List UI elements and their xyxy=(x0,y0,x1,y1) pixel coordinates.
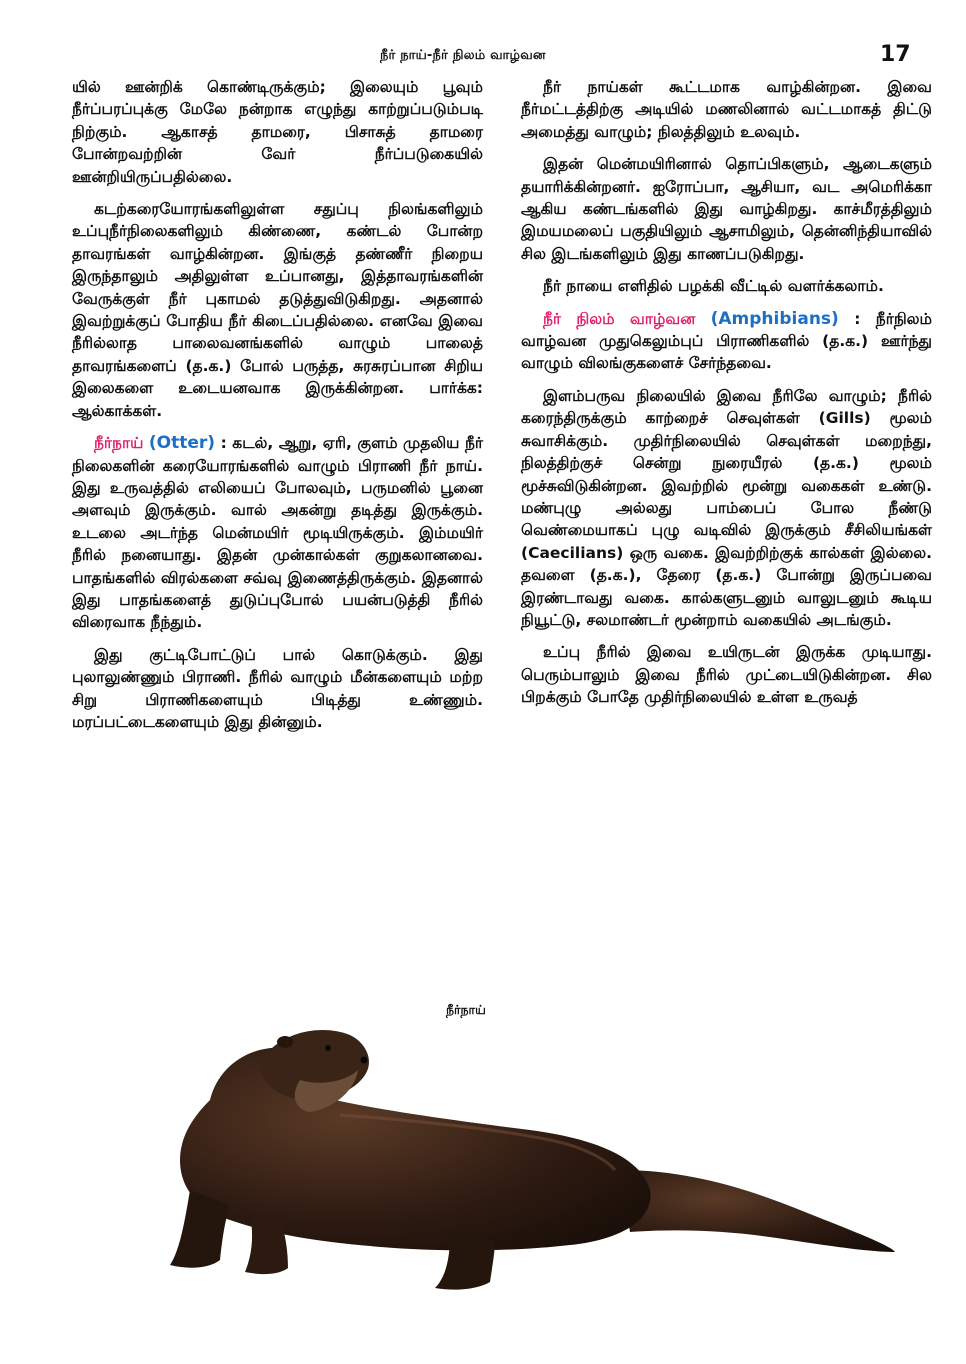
amphibians-body: நீர்நிலம் வாழ்வன முதுகெலும்புப் பிராணிகளில் (த.க.) ஊர்ந்து வாழும் விலங்குகளைச் சேர்ந்தவை. xyxy=(521,309,932,373)
otter-front-leg xyxy=(170,1190,230,1268)
gills-term: (Gills) xyxy=(818,409,871,428)
otter-colon: : xyxy=(215,434,233,453)
amphibians-heading-english: (Amphibians) xyxy=(710,308,839,329)
paragraph: நீர் நாய்கள் கூட்டமாக வாழ்கின்றன. இவை நீர்மட்டத்திற்கு அடியில் மணலினால் வட்டமாகத் திட்டு அமைத்து வாழும்; நிலத்திலும் உலவும். xyxy=(521,78,932,141)
otter-nose xyxy=(361,1057,368,1064)
running-head xyxy=(0,42,966,76)
text-run: மூலம் சுவாசிக்கும். முதிர்நிலையில் செவுள்கள் மறைந்து, நிலத்திற்குச் சென்று நுரையீரல் (த.க.) மூலம் மூச்சுவிடுகின்றன. இவற்றில் மூன்று வகைகள் உண்டு. மண்புழு அல்லது பாம்பைப் போல நீண்டு வெண்மையாகப் புழு வடிவில் இருக்கும் சீசிலியங்கள் xyxy=(521,409,932,540)
page-number: 17 xyxy=(880,42,911,67)
caecilians-term: (Caecilians) xyxy=(521,543,624,562)
otter-entry xyxy=(72,432,483,634)
amphibians-entry xyxy=(521,308,932,375)
right-column xyxy=(521,76,932,992)
text-columns xyxy=(72,76,932,992)
paragraph xyxy=(521,385,932,631)
amphibians-colon: : xyxy=(838,309,876,328)
left-column xyxy=(72,76,483,992)
paragraph: இதன் மென்மயிரினால் தொப்பிகளும், ஆடைகளும் தயாரிக்கின்றனர். ஐரோப்பா, ஆசியா, வட அமெரிக்கா ஆகிய கண்டங்களில் இது வாழ்கிறது. காச்மீரத்திலும் இமயமலைப் பகுதியிலும் ஆசாமிலும், தென்னிந்தியாவில் சில இடங்களிலும் இது காணப்படுகிறது. xyxy=(521,155,932,263)
text-run: ஒரு வகை. இவற்றிற்குக் கால்கள் இல்லை. தவளை (த.க.), தேரை (த.க.) போன்று இருப்பவை இரண்டாவது வகை. கால்களுடனும் வாலுடனும் கூடிய நியூட்டு, சலமாண்டர் மூன்றாம் வகையில் அடங்கும். xyxy=(521,543,932,629)
otter-heading-english: (Otter) xyxy=(148,433,216,454)
paragraph: கடற்கரையோரங்களிலுள்ள சதுப்பு நிலங்களிலும் உப்புநீர்நிலைகளிலும் கிண்ணை, கண்டல் போன்ற தாவரங்கள் வாழ்கின்றன. இங்குத் தண்ணீர் நிறைய இருந்தாலும் அதிலுள்ள உப்பானது, இத்தாவரங்களின் வேருக்குள் நீர் புகாமல் தடுத்துவிடுகிறது. அதனால் இவற்றுக்குப் போதிய நீர் கிடைப்பதில்லை. எனவே இவை நீரில்லாத பாலைவனங்களில் வாழும் பாலைத் தாவரங்களைப் (த.க.) போல் பருத்த, சுரசுரப்பான சிறிய இலைகளை உடையனவாக இருக்கின்றன. பார்க்க: ஆல்காக்கள். xyxy=(72,200,483,420)
otter-eye xyxy=(325,1045,331,1051)
otter-ear xyxy=(277,1036,293,1048)
running-title: நீர் நாய்-நீர் நிலம் வாழ்வன xyxy=(380,48,546,63)
paragraph: நீர் நாயை எளிதில் பழக்கி வீட்டில் வளர்க்கலாம். xyxy=(543,277,884,296)
otter-heading-tamil: நீர்நாய் xyxy=(94,434,144,453)
paragraph: யில் ஊன்றிக் கொண்டிருக்கும்; இலையும் பூவும் நீர்ப்பரப்புக்கு மேலே நன்றாக எழுந்து காற்றுப்படும்படி நிற்கும். ஆகாசத் தாமரை, பிசாசுத் தாமரை போன்றவற்றின் வேர் நீர்ப்படுகையில் ஊன்றியிருப்பதில்லை. xyxy=(72,78,483,186)
otter-tail xyxy=(620,1170,895,1252)
otter-illustration xyxy=(150,1020,910,1320)
amphibians-heading-tamil: நீர் நிலம் வாழ்வன xyxy=(543,309,696,328)
otter-body: கடல், ஆறு, ஏரி, குளம் முதலிய நீர் நிலைகளின் கரையோரங்களில் வாழும் பிராணி நீர் நாய். இது உருவத்தில் எலியைப் போலவும், பருமனில் பூனை அளவும் இருக்கும். வால் அகன்று தடித்து இருக்கும். உடலை அடர்ந்த மென்மயிர் மூடியிருக்கும். இம்மயிர் நீரில் நனையாது. இதன் முன்கால்கள் குறுகலானவை. பாதங்களில் விரல்களை சவ்வு இணைத்திருக்கும். இதனால் இது பாதங்களைத் துடுப்புபோல் பயன்படுத்தி நீரில் விரைவாக நீந்தும். xyxy=(72,434,483,632)
paragraph: உப்பு நீரில் இவை உயிருடன் இருக்க முடியாது. பெரும்பாலும் இவை நீரில் முட்டையிடுகின்றன. சில பிறக்கும் போதே முதிர்நிலையில் உள்ள உருவத் xyxy=(521,643,932,707)
paragraph: இது குட்டிபோட்டுப் பால் கொடுக்கும். இது புலாலுண்ணும் பிராணி. நீரில் வாழும் மீன்களையும் மற்ற சிறு பிராணிகளையும் பிடித்து உண்ணும். மரப்பட்டைகளையும் இது தின்னும். xyxy=(72,645,483,731)
figure-caption: நீர்நாய் xyxy=(446,1002,486,1017)
text-run: இளம்பருவ நிலையில் இவை நீரிலே வாழும்; நீரில் கரைந்திருக்கும் காற்றைச் செவுள்கள் xyxy=(521,386,932,428)
